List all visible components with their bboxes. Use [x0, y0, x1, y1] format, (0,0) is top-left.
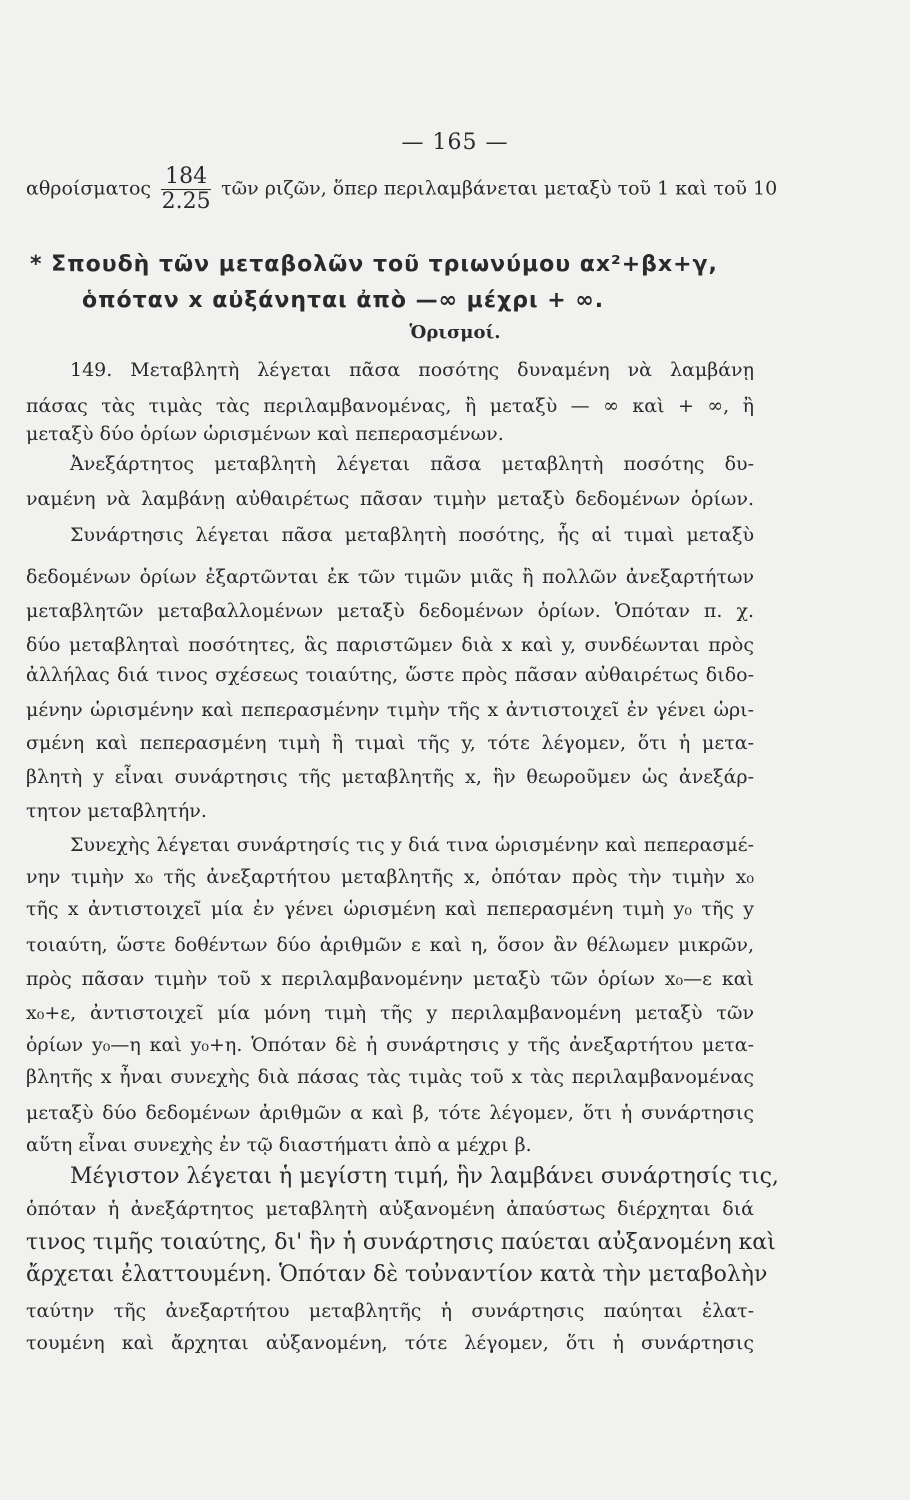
body-line: πάσας τὰς τιμὰς τὰς περιλαμβανομένας, ἢ μεταξὺ — ∞ καὶ + ∞, ἢ: [26, 395, 754, 417]
fraction-numerator: 184: [161, 165, 211, 190]
body-line: ἄρχεται ἐλαττουμένη. Ὁπόταν δὲ τοὐναντίον κατὰ τὴν μεταβολὴν: [26, 1262, 768, 1287]
body-line: βλητὴ y εἶναι συνάρτησις τῆς μεταβλητῆς x, ἣν θεωροῦμεν ὡς ἀνεξάρ-: [26, 766, 754, 788]
body-line: μεταξὺ δύο ὁρίων ὡρισμένων καὶ πεπερασμένων.: [26, 423, 504, 445]
body-line: Ἀνεξάρτητος μεταβλητὴ λέγεται πᾶσα μεταβλητὴ ποσότης δυ-: [70, 453, 754, 475]
body-line: τινος τιμῆς τοιαύτης, δι' ἣν ἡ συνάρτησις παύεται αὐξανομένη καὶ: [26, 1230, 776, 1255]
body-line: τητον μεταβλητήν.: [26, 800, 207, 822]
body-line: μένην ὡρισμένην καὶ πεπερασμένην τιμὴν τῆς x ἀντιστοιχεῖ ἐν γένει ὡρι-: [26, 699, 754, 721]
body-line: τουμένη καὶ ἄρχηται αὐξανομένη, τότε λέγομεν, ὅτι ἡ συνάρτησις: [26, 1332, 754, 1354]
subheading: Ὁρισμοί.: [409, 322, 501, 343]
intro-before: αθροίσματος: [26, 177, 152, 200]
body-line: μεταξὺ δύο δεδομένων ἀριθμῶν α καὶ β, τότε λέγομεν, ὅτι ἡ συνάρτησις: [26, 1102, 754, 1124]
body-line: ἀλλήλας διά τινος σχέσεως τοιαύτης, ὥστε πρὸς πᾶσαν αὐθαιρέτως διδο-: [26, 664, 754, 686]
body-line: Συνάρτησις λέγεται πᾶσα μεταβλητὴ ποσότης, ἧς αἱ τιμαὶ μεταξὺ: [70, 524, 754, 546]
body-line: τῆς x ἀντιστοιχεῖ μία ἐν γένει ὡρισμένη καὶ πεπερασμένη τιμὴ y₀ τῆς y: [26, 898, 754, 920]
body-line: Μέγιστον λέγεται ἡ μεγίστη τιμή, ἣν λαμβάνει συνάρτησίς τις,: [70, 1164, 779, 1189]
body-line: ναμένη νὰ λαμβάνῃ αὐθαιρέτως πᾶσαν τιμὴν μεταξὺ δεδομένων ὁρίων.: [26, 488, 754, 510]
body-line: σμένη καὶ πεπερασμένη τιμὴ ἢ τιμαὶ τῆς y, τότε λέγομεν, ὅτι ἡ μετα-: [26, 732, 754, 754]
body-line: ταύτην τῆς ἀνεξαρτήτου μεταβλητῆς ἡ συνάρτησις παύηται ἐλατ-: [26, 1300, 754, 1322]
section-heading-line-2: ὁπόταν x αὐξάνηται ἀπὸ —∞ μέχρι + ∞.: [82, 288, 605, 313]
body-line: Συνεχὴς λέγεται συνάρτησίς τις y διά τινα ὡρισμένην καὶ πεπερασμέ-: [70, 834, 754, 856]
page-number: — 165 —: [401, 130, 509, 155]
fraction: [161, 165, 211, 214]
body-line: τοιαύτη, ὥστε δοθέντων δύο ἀριθμῶν ε καὶ η, ὅσον ἂν θέλωμεν μικρῶν,: [26, 934, 754, 956]
intro-line: [26, 164, 778, 214]
body-line: δεδομένων ὁρίων ἐξαρτῶνται ἐκ τῶν τιμῶν μιᾶς ἢ πολλῶν ἀνεξαρτήτων: [26, 566, 754, 588]
body-line: πρὸς πᾶσαν τιμὴν τοῦ x περιλαμβανομένην μεταξὺ τῶν ὁρίων x₀—ε καὶ: [26, 968, 754, 990]
body-line: νην τιμὴν x₀ τῆς ἀνεξαρτήτου μεταβλητῆς x, ὁπόταν πρὸς τὴν τιμὴν x₀: [26, 866, 754, 888]
body-line: 149. Μεταβλητὴ λέγεται πᾶσα ποσότης δυναμένη νὰ λαμβάνῃ: [70, 359, 754, 381]
body-line: δύο μεταβληταὶ ποσότητες, ἃς παριστῶμεν διὰ x καὶ y, συνδέωνται πρὸς: [26, 634, 754, 656]
body-line: μεταβλητῶν μεταβαλλομένων μεταξὺ δεδομένων ὁρίων. Ὁπόταν π. χ.: [26, 600, 754, 622]
body-line: ὁρίων y₀—η καὶ y₀+η. Ὁπόταν δὲ ἡ συνάρτησις y τῆς ἀνεξαρτήτου μετα-: [26, 1034, 754, 1056]
fraction-denominator: 2.25: [161, 189, 211, 214]
body-line: x₀+ε, ἀντιστοιχεῖ μία μόνη τιμὴ τῆς y περιλαμβανομένη μεταξὺ τῶν: [26, 1002, 754, 1024]
body-line: ὁπόταν ἡ ἀνεξάρτητος μεταβλητὴ αὐξανομένη ἀπαύστως διέρχηται διά: [26, 1198, 754, 1220]
body-line: αὕτη εἶναι συνεχὴς ἐν τῷ διαστήματι ἀπὸ α μέχρι β.: [26, 1134, 532, 1156]
section-heading-line-1: * Σπουδὴ τῶν μεταβολῶν τοῦ τριωνύμου αx²+βx+γ,: [30, 252, 718, 277]
intro-after: τῶν ριζῶν, ὅπερ περιλαμβάνεται μεταξὺ τοῦ 1 καὶ τοῦ 10: [221, 177, 778, 200]
body-line: βλητῆς x ἦναι συνεχὴς διὰ πάσας τὰς τιμὰς τοῦ x τὰς περιλαμβανομένας: [26, 1066, 754, 1088]
